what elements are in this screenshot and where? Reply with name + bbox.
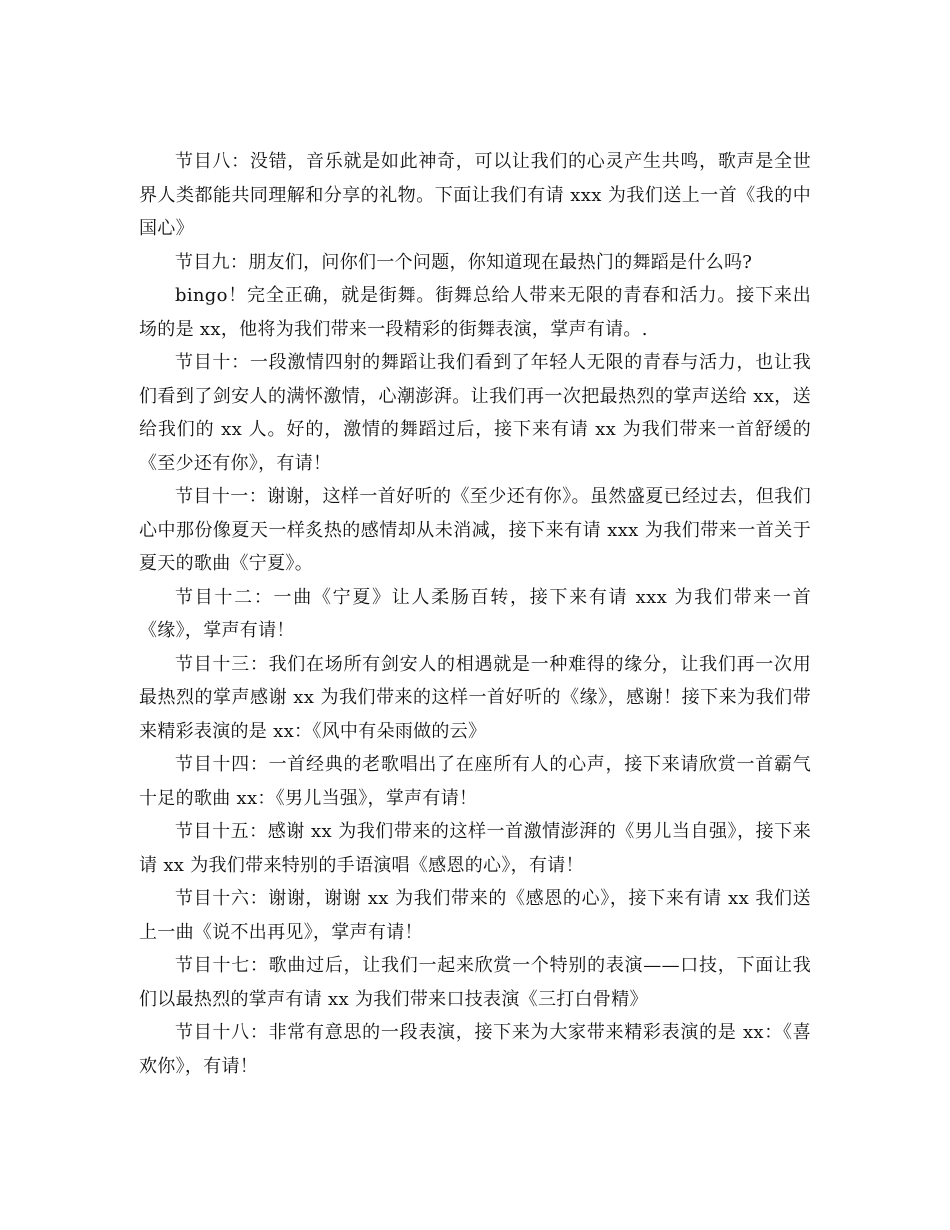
paragraph-program-10: 节目十：一段激情四射的舞蹈让我们看到了年轻人无限的青春与活力，也让我们看到了剑安人的满怀激情，心潮澎湃。让我们再一次把最热烈的掌声送给 xx，送给我们的 xx 人。好的，激情的舞蹈过后，接下来有请 xx 为我们带来一首舒缓的《至少还有你》，有请！ <box>139 352 811 474</box>
paragraph-program-17: 节目十七：歌曲过后，让我们一起来欣赏一个特别的表演——口技，下面让我们以最热烈的掌声有请 xx 为我们带来口技表演《三打白骨精》 <box>139 955 811 1010</box>
paragraph-program-8: 节目八：没错，音乐就是如此神奇，可以让我们的心灵产生共鸣，歌声是全世界人类都能共同理解和分享的礼物。下面让我们有请 xxx 为我们送上一首《我的中国心》 <box>139 151 811 239</box>
paragraph-program-14: 节目十四：一首经典的老歌唱出了在座所有人的心声，接下来请欣赏一首霸气十足的歌曲 xx：《男儿当强》，掌声有请！ <box>139 754 811 809</box>
document-body <box>139 145 811 1083</box>
paragraph-program-16: 节目十六：谢谢，谢谢 xx 为我们带来的《感恩的心》，接下来有请 xx 我们送上一曲《说不出再见》，掌声有请！ <box>139 888 811 943</box>
paragraph-program-9: 节目九：朋友们，问你们一个问题，你知道现在最热门的舞蹈是什么吗? <box>175 251 753 273</box>
paragraph-program-11: 节目十一：谢谢，这样一首好听的《至少还有你》。虽然盛夏已经过去，但我们心中那份像夏天一样炙热的感情却从未消减，接下来有请 xxx 为我们带来一首关于夏天的歌曲《宁夏》。 <box>139 486 811 574</box>
paragraph-program-15: 节目十五：感谢 xx 为我们带来的这样一首激情澎湃的《男儿当自强》，接下来请 xx 为我们带来特别的手语演唱《感恩的心》，有请！ <box>139 821 811 876</box>
paragraph-program-9-answer: bingo！完全正确，就是街舞。街舞总给人带来无限的青春和活力。接下来出场的是 xx，他将为我们带来一段精彩的街舞表演，掌声有请。. <box>139 285 811 340</box>
paragraph-program-12: 节目十二：一曲《宁夏》让人柔肠百转，接下来有请 xxx 为我们带来一首《缘》，掌声有请！ <box>139 586 811 641</box>
paragraph-program-18: 节目十八：非常有意思的一段表演，接下来为大家带来精彩表演的是 xx：《喜欢你》，有请！ <box>139 1022 811 1077</box>
paragraph-program-13: 节目十三：我们在场所有剑安人的相遇就是一种难得的缘分，让我们再一次用最热烈的掌声感谢 xx 为我们带来的这样一首好听的《缘》，感谢！接下来为我们带来精彩表演的是 xx：《风中有朵雨做的云》 <box>139 653 811 742</box>
